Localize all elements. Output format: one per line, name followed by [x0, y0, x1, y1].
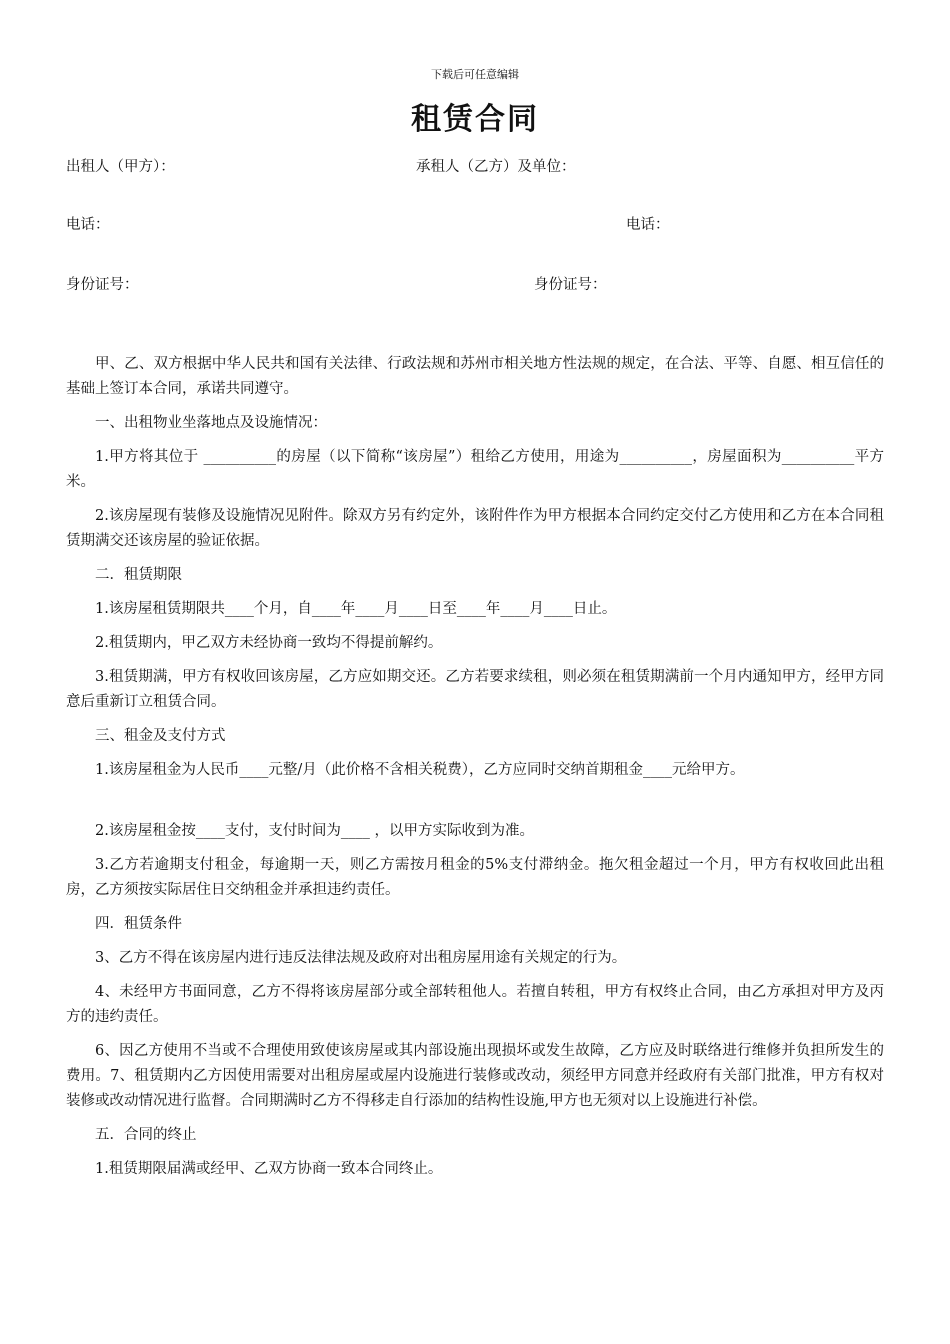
clause-2-2: 2.租赁期内，甲乙双方未经协商一致均不得提前解约。 — [95, 635, 443, 651]
clause-4-6-7: 6、因乙方使用不当或不合理使用致使该房屋或其内部设施出现损坏或发生故障，乙方应及时联络进行维修并负担所发生的费用。7、租赁期内乙方因使用需要对出租房屋或屋内设施进行装修或改动，须经甲方同意并经政府有关部门批准，甲方有权对装修或改动情况进行监督。合同期满时乙方不得移走自行添加的结构性设施,甲方也无须对以上设施进行补偿。 — [66, 1043, 884, 1109]
section-heading-5: 五．合同的终止 — [95, 1127, 197, 1143]
header-note: 下载后可任意编辑 — [431, 68, 519, 81]
lessor-phone-label: 电话： — [66, 217, 110, 233]
document-title: 租赁合同 — [411, 102, 539, 137]
clause-3-1: 1.该房屋租金为人民币____元整/月（此价格不含相关税费），乙方应同时交纳首期租金____元给甲方。 — [95, 762, 745, 778]
clause-3-3: 3.乙方若逾期支付租金，每逾期一天，则乙方需按月租金的5%支付滞纳金。拖欠租金超过一个月，甲方有权收回此出租房，乙方须按实际居住日交纳租金并承担违约责任。 — [66, 857, 884, 898]
lessor-id-label: 身份证号： — [66, 277, 139, 293]
lessee-id-label: 身份证号： — [534, 277, 607, 293]
clause-4-4: 4、未经甲方书面同意，乙方不得将该房屋部分或全部转租他人。若擅自转租，甲方有权终止合同，由乙方承担对甲方及丙方的违约责任。 — [66, 984, 884, 1025]
lessor-label: 出租人（甲方）： — [66, 159, 175, 175]
clause-1-1: 1.甲方将其位于 __________的房屋（以下简称“该房屋”）租给乙方使用，用途为__________，房屋面积为__________平方米。 — [66, 449, 884, 490]
clause-2-1: 1.该房屋租赁期限共____个月，自____年____月____日至____年____月____日止。 — [95, 601, 617, 617]
preamble-paragraph: 甲、乙、双方根据中华人民共和国有关法律、行政法规和苏州市相关地方性法规的规定，在合法、平等、自愿、相互信任的基础上签订本合同，承诺共同遵守。 — [66, 356, 884, 397]
section-heading-4: 四．租赁条件 — [95, 916, 182, 932]
clause-4-3: 3、乙方不得在该房屋内进行违反法律法规及政府对出租房屋用途有关规定的行为。 — [95, 950, 627, 966]
lessee-phone-label: 电话： — [626, 217, 670, 233]
clause-2-3: 3.租赁期满，甲方有权收回该房屋，乙方应如期交还。乙方若要求续租，则必须在租赁期满前一个月内通知甲方，经甲方同意后重新订立租赁合同。 — [66, 669, 884, 710]
clause-1-2: 2.该房屋现有装修及设施情况见附件。除双方另有约定外，该附件作为甲方根据本合同约定交付乙方使用和乙方在本合同租赁期满交还该房屋的验证依据。 — [66, 508, 884, 549]
section-heading-3: 三、租金及支付方式 — [95, 728, 226, 744]
clause-5-1: 1.租赁期限届满或经甲、乙双方协商一致本合同终止。 — [95, 1161, 443, 1177]
lessee-label: 承租人（乙方）及单位： — [416, 159, 576, 175]
section-heading-2: 二．租赁期限 — [95, 567, 182, 583]
contract-body — [66, 352, 884, 1191]
clause-3-2: 2.该房屋租金按____支付，支付时间为____ ，以甲方实际收到为准。 — [95, 823, 534, 839]
section-heading-1: 一、出租物业坐落地点及设施情况： — [95, 415, 327, 431]
